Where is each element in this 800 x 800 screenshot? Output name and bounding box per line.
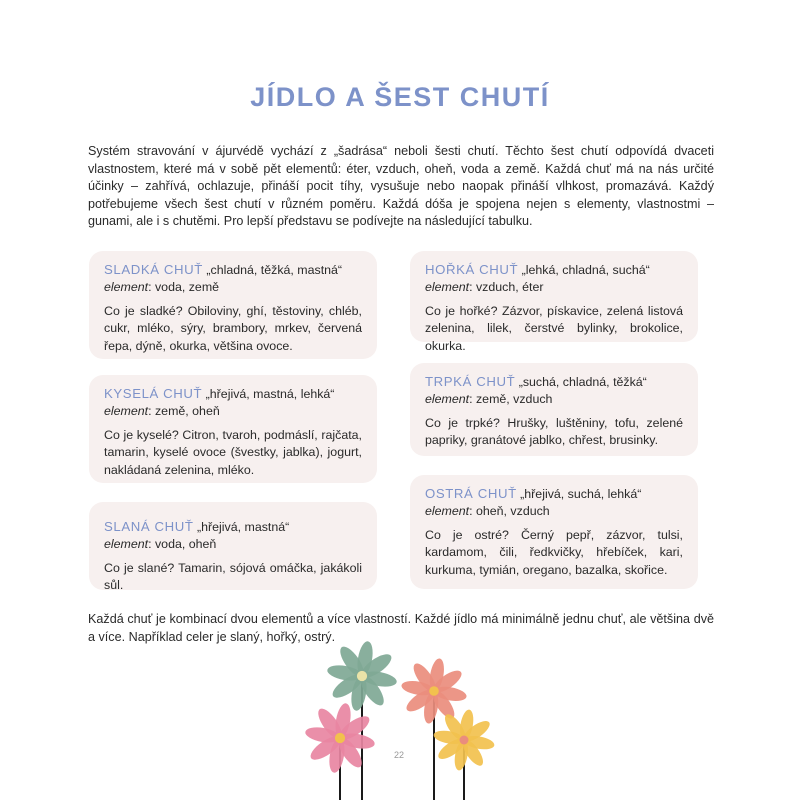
taste-properties: „hřejivá, mastná“ <box>193 520 290 534</box>
taste-elements: : země, oheň <box>148 404 220 419</box>
taste-examples: Co je trpké? Hrušky, luštěniny, tofu, zelené papriky, granátové jablko, chřest, brusinky. <box>425 415 683 448</box>
taste-elements: : vzduch, éter <box>469 280 544 295</box>
taste-examples: Co je sladké? Obiloviny, ghí, těstoviny, chléb, cukr, mléko, sýry, brambory, mrkev, červená řepa, dýně, okurka, většina ovoce. <box>104 303 362 353</box>
taste-elements: : voda, oheň <box>148 537 217 552</box>
taste-name: SLANÁ CHUŤ <box>104 519 194 534</box>
taste-examples: Co je slané? Tamarin, sójová omáčka, jakákoli sůl. <box>104 560 362 593</box>
taste-elements: : země, vzduch <box>469 392 553 407</box>
taste-name: SLADKÁ CHUŤ <box>104 262 203 277</box>
flower-center <box>335 733 345 743</box>
taste-examples: Co je hořké? Zázvor, pískavice, zelená listová zelenina, lilek, čerstvé bylinky, brokolice, okurka. <box>425 303 683 353</box>
taste-properties: „chladná, těžká, mastná“ <box>202 263 343 277</box>
taste-elements: : oheň, vzduch <box>469 504 550 519</box>
element-label: element <box>425 392 470 407</box>
taste-name: HOŘKÁ CHUŤ <box>425 262 519 277</box>
taste-properties: „lehká, chladná, suchá“ <box>518 263 650 277</box>
outro-paragraph: Každá chuť je kombinací dvou elementů a více vlastností. Každé jídlo má minimálně jednu chuť, ale většina dvě a více. Například celer je slaný, hořký, ostrý. <box>88 612 714 644</box>
flower-yellow <box>433 709 496 772</box>
taste-examples: Co je ostré? Černý pepř, zázvor, tulsi, kardamom, čili, ředkvičky, hřebíček, kari, kurkuma, tymián, oregano, bazalka, skořice. <box>425 527 683 577</box>
taste-properties: „hřejivá, suchá, lehká“ <box>516 487 642 501</box>
page-title: JÍDLO A ŠEST CHUTÍ <box>250 82 550 112</box>
taste-elements: : voda, země <box>148 280 220 295</box>
flower-coral <box>400 657 467 724</box>
taste-name: TRPKÁ CHUŤ <box>425 374 516 389</box>
taste-name: KYSELÁ CHUŤ <box>104 386 203 401</box>
flower-center <box>429 686 439 696</box>
intro-paragraph: Systém stravování v ájurvédě vychází z „šadrása“ neboli šesti chutí. Těchto šest chutí odpovídá dvaceti vlastnostem, které má v sobě pět elementů: éter, vzduch, oheň, voda a země. Každá chuť má na nás určité účinky – zahřívá, ochlazuje, přináší pocit tíhy, vysušuje nebo naopak přináší vlhkost, promazává. Každý potřebujeme všech šest chutí v různém poměru. Každá dóša je spojena nejen s elementy, vlastnostmi – gunami, ale i s chutěmi. Pro lepší představu se podívejte na následující tabulku. <box>88 144 714 229</box>
element-label: element <box>104 404 149 419</box>
flower-center <box>460 736 469 745</box>
flower-green <box>326 640 398 712</box>
element-label: element <box>425 280 470 295</box>
element-label: element <box>104 537 149 552</box>
element-label: element <box>104 280 149 295</box>
taste-examples: Co je kyselé? Citron, tvaroh, podmáslí, rajčata, tamarin, kyselé ovoce (švestky, jablka), jogurt, nakládaná zelenina, mléko. <box>104 427 362 477</box>
element-label: element <box>425 504 470 519</box>
flower-center <box>357 671 367 681</box>
page-number: 22 <box>394 750 405 760</box>
taste-name: OSTRÁ CHUŤ <box>425 486 517 501</box>
taste-properties: „suchá, chladná, těžká“ <box>515 375 647 389</box>
taste-properties: „hřejivá, mastná, lehká“ <box>202 387 335 401</box>
flower-pink <box>304 702 376 774</box>
